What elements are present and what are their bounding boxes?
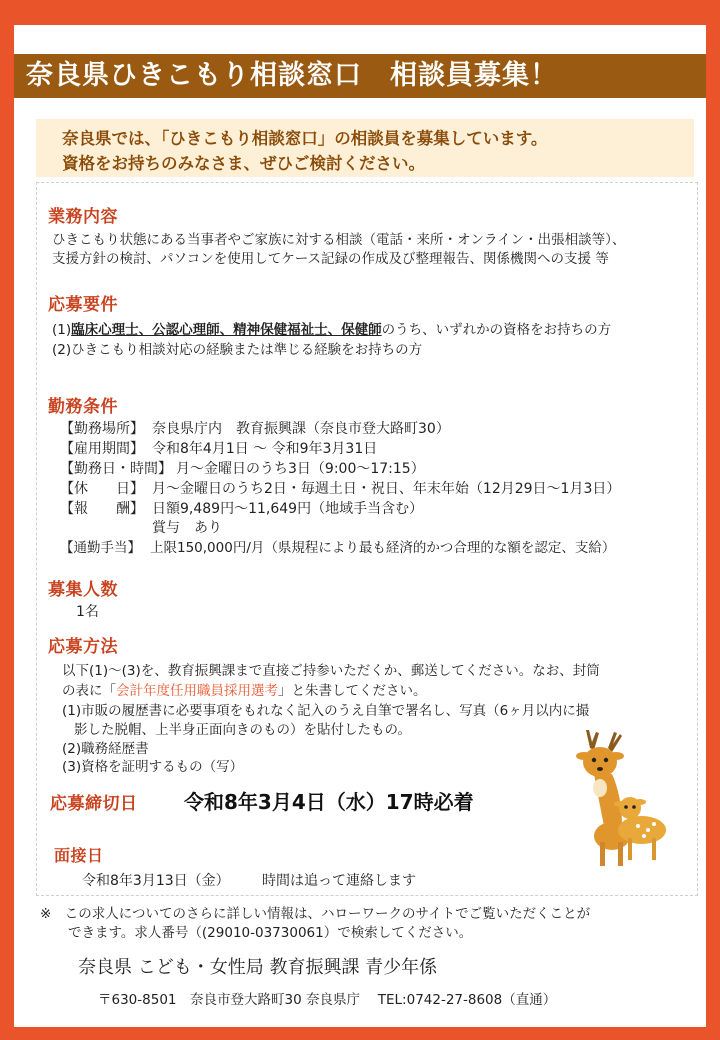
footnote-line-1: ※ この求人についてのさらに詳しい情報は、ハローワークのサイトでご覧いただくことが: [40, 906, 591, 922]
duties-heading: 業務内容: [48, 207, 118, 227]
method-item-1b: 影した脱帽、上半身正面向きのもの）を貼付したもの。: [74, 722, 411, 738]
condition-value-bonus: 賞与 あり: [152, 520, 222, 536]
condition-label-holidays: 【休 日】: [60, 481, 144, 497]
condition-value-commute: 上限150,000円/月（県規程により最も経済的かつ合理的な額を認定、支給）: [150, 540, 616, 556]
deadline-value: 令和8年3月4日（水）17時必着: [184, 790, 474, 814]
openings-value: 1名: [76, 604, 99, 620]
requirements-heading: 応募要件: [48, 295, 118, 315]
requirement-1: [52, 318, 611, 338]
method-heading: 応募方法: [48, 637, 118, 657]
deer-illustration: [556, 726, 676, 871]
office-address: 〒630-8501 奈良市登大路町30 奈良県庁 TEL:0742-27-8608（直通）: [98, 992, 557, 1008]
duties-line-1: ひきこもり状態にある当事者やご家族に対する相談（電話・来所・オンライン・出張相談等）、: [52, 232, 626, 248]
requirement-1-suffix: のうち、いずれかの資格をお持ちの方: [381, 322, 612, 338]
method-item-3: (3)資格を証明するもの（写）: [62, 759, 244, 775]
intro-line-2: 資格をお持ちのみなさま、ぜひご検討ください。: [62, 154, 425, 173]
condition-value-hours: 月～金曜日のうち3日（9:00～17:15）: [176, 461, 425, 477]
deadline-heading: 応募締切日: [50, 794, 138, 814]
office-name: 奈良県 こども・女性局 教育振興課 青少年係: [78, 957, 438, 978]
condition-label-commute: 【通勤手当】: [60, 540, 141, 556]
poster-title: 奈良県ひきこもり相談窓口 相談員募集！: [26, 60, 558, 91]
condition-value-holidays: 月～金曜日のうち2日・毎週土日・祝日、年末年始（12月29日～1月3日）: [152, 481, 621, 497]
condition-label-pay: 【報 酬】: [60, 501, 144, 517]
interview-heading: 面接日: [54, 846, 104, 865]
condition-label-period: 【雇用期間】: [60, 441, 144, 457]
condition-value-pay: 日額9,489円～11,649円（地域手当含む）: [152, 501, 424, 517]
condition-value-place: 奈良県庁内 教育振興課（奈良市登大路町30）: [152, 421, 450, 437]
interview-date: 令和8年3月13日（金）: [82, 873, 230, 889]
method-line-1: 以下(1)～(3)を、教育振興課まで直接ご持参いただくか、郵送してください。なお、封筒: [62, 663, 600, 679]
qualification-list: 臨床心理士、公認心理師、精神保健福祉士、保健師: [71, 322, 382, 338]
requirement-2: (2)ひきこもり相談対応の経験または準じる経験をお持ちの方: [52, 342, 423, 358]
requirement-1-prefix: (1): [52, 322, 72, 338]
method-line-2-prefix: の表に「: [62, 683, 116, 699]
method-item-2: (2)職務経歴書: [62, 741, 149, 757]
intro-line-1: 奈良県では、「ひきこもり相談窓口」の相談員を募集しています。: [62, 129, 548, 148]
duties-line-2: 支援方針の検討、パソコンを使用してケース記録の作成及び整理報告、関係機関への支援 等: [52, 251, 609, 267]
footnote-line-2: できます。求人番号（(29010-03730061）で検索してください。: [68, 925, 473, 941]
method-line-2-suffix: 」と朱書してください。: [278, 683, 427, 699]
method-line-2: [62, 679, 427, 699]
condition-label-hours: 【勤務日・時間】: [60, 461, 172, 477]
method-item-1a: (1)市販の履歴書に必要事項をもれなく記入のうえ自筆で署名し、写真（6ヶ月以内に撮: [62, 703, 590, 719]
condition-value-period: 令和8年4月1日 ～ 令和9年3月31日: [152, 441, 378, 457]
openings-heading: 募集人数: [48, 580, 118, 600]
conditions-heading: 勤務条件: [48, 397, 118, 417]
interview-note: 時間は追って連絡します: [262, 873, 416, 889]
condition-label-place: 【勤務場所】: [60, 421, 144, 437]
red-ink-phrase: 会計年度任用職員採用選考: [116, 683, 278, 699]
